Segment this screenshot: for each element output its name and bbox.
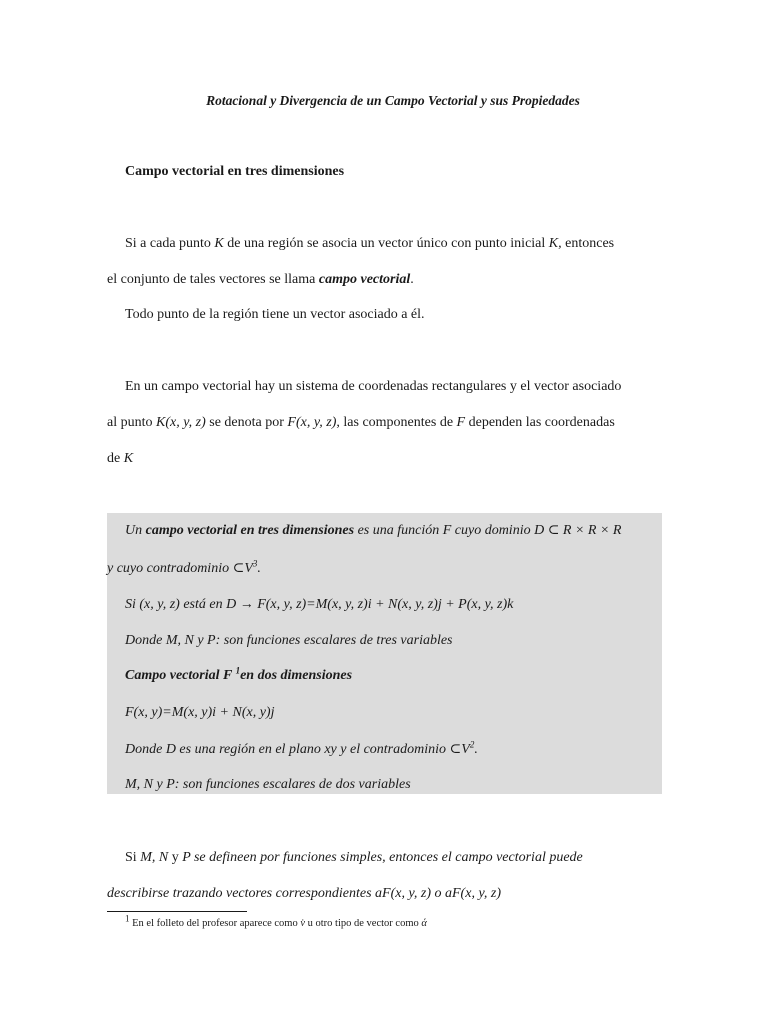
text-span: , las componentes de xyxy=(336,415,457,430)
text-span: . xyxy=(410,272,414,287)
text-span: K xyxy=(123,451,134,466)
text-span: En el folleto del profesor aparece como xyxy=(129,918,301,929)
text-span: M, N xyxy=(140,850,169,865)
footnote-number: 1 xyxy=(125,913,130,924)
paragraph-3-line-2 xyxy=(107,415,615,431)
text-span: Donde D es una región en el plano xy y el contradominio ⊂V xyxy=(125,742,470,757)
text-span: Campo vectorial F xyxy=(125,668,236,683)
superscript: 3 xyxy=(252,558,258,569)
superscript: 2 xyxy=(469,739,475,750)
text-span: Si a cada punto xyxy=(125,236,215,251)
page-title: Rotacional y Divergencia de un Campo Vectorial y sus Propiedades xyxy=(206,93,580,108)
box-line-3: Si (x, y, z) está en D → F(x, y, z)=M(x, y, z)i + N(x, y, z)j + P(x, y, z)k xyxy=(125,597,514,612)
text-span: Un xyxy=(125,523,146,538)
text-span: en dos dimensiones xyxy=(240,668,353,683)
paragraph-1-line-2 xyxy=(107,272,414,288)
box-line-7 xyxy=(125,741,478,758)
footnote xyxy=(125,913,427,929)
text-span: al punto xyxy=(107,415,156,430)
box-line-4: Donde M, N y P: son funciones escalares de tres variables xyxy=(125,633,453,648)
text-span: F(x, y, z) xyxy=(287,415,337,430)
text-span: K xyxy=(214,236,224,251)
text-span: K(x, y, z) xyxy=(156,415,206,430)
paragraph-3-line-1: En un campo vectorial hay un sistema de coordenadas rectangulares y el vector asociado xyxy=(125,379,622,394)
text-span: v̇ xyxy=(300,918,306,929)
box-line-5 xyxy=(125,665,353,684)
paragraph-1-line-1 xyxy=(125,236,614,252)
paragraph-4-line-2: describirse trazando vectores correspondientes aF(x, y, z) o aF(x, y, z) xyxy=(107,886,501,901)
text-span: ά xyxy=(421,918,427,929)
text-span: . xyxy=(257,561,261,576)
text-span: se denota por xyxy=(205,415,288,430)
box-line-2 xyxy=(107,560,261,577)
text-span: dependen las coordenadas xyxy=(465,415,615,430)
text-span: de una región se asocia un vector único con punto inicial xyxy=(223,236,549,251)
text-span: de xyxy=(107,451,124,466)
paragraph-2: Todo punto de la región tiene un vector asociado a él. xyxy=(125,307,425,322)
text-span: Si xyxy=(125,850,141,865)
section-heading: Campo vectorial en tres dimensiones xyxy=(125,164,345,179)
footnote-divider xyxy=(107,911,247,912)
text-span: u otro tipo de vector como xyxy=(305,918,422,929)
box-line-6: F(x, y)=M(x, y)i + N(x, y)j xyxy=(125,705,275,720)
text-span: es una función F cuyo dominio D ⊂ R × R × R xyxy=(354,523,622,538)
text-span: . xyxy=(474,742,478,757)
term-3d-field: campo vectorial en tres dimensiones xyxy=(145,523,355,538)
text-span: K, xyxy=(548,236,562,251)
box-line-8: M, N y P: son funciones escalares de dos variables xyxy=(125,777,411,792)
box-line-1 xyxy=(125,522,621,539)
text-span: P se defineen por funciones simples, entonces el campo vectorial puede xyxy=(182,850,583,865)
footnote-ref: 1 xyxy=(235,665,241,676)
text-span: F xyxy=(456,415,466,430)
text-span: entonces xyxy=(561,236,615,251)
text-span: y xyxy=(168,850,183,865)
paragraph-4-line-1 xyxy=(125,850,583,866)
text-span: el conjunto de tales vectores se llama xyxy=(107,272,319,287)
paragraph-3-line-3 xyxy=(107,451,133,467)
text-span: y cuyo contradominio ⊂V xyxy=(107,561,253,576)
term-campo-vectorial: campo vectorial xyxy=(318,272,411,287)
